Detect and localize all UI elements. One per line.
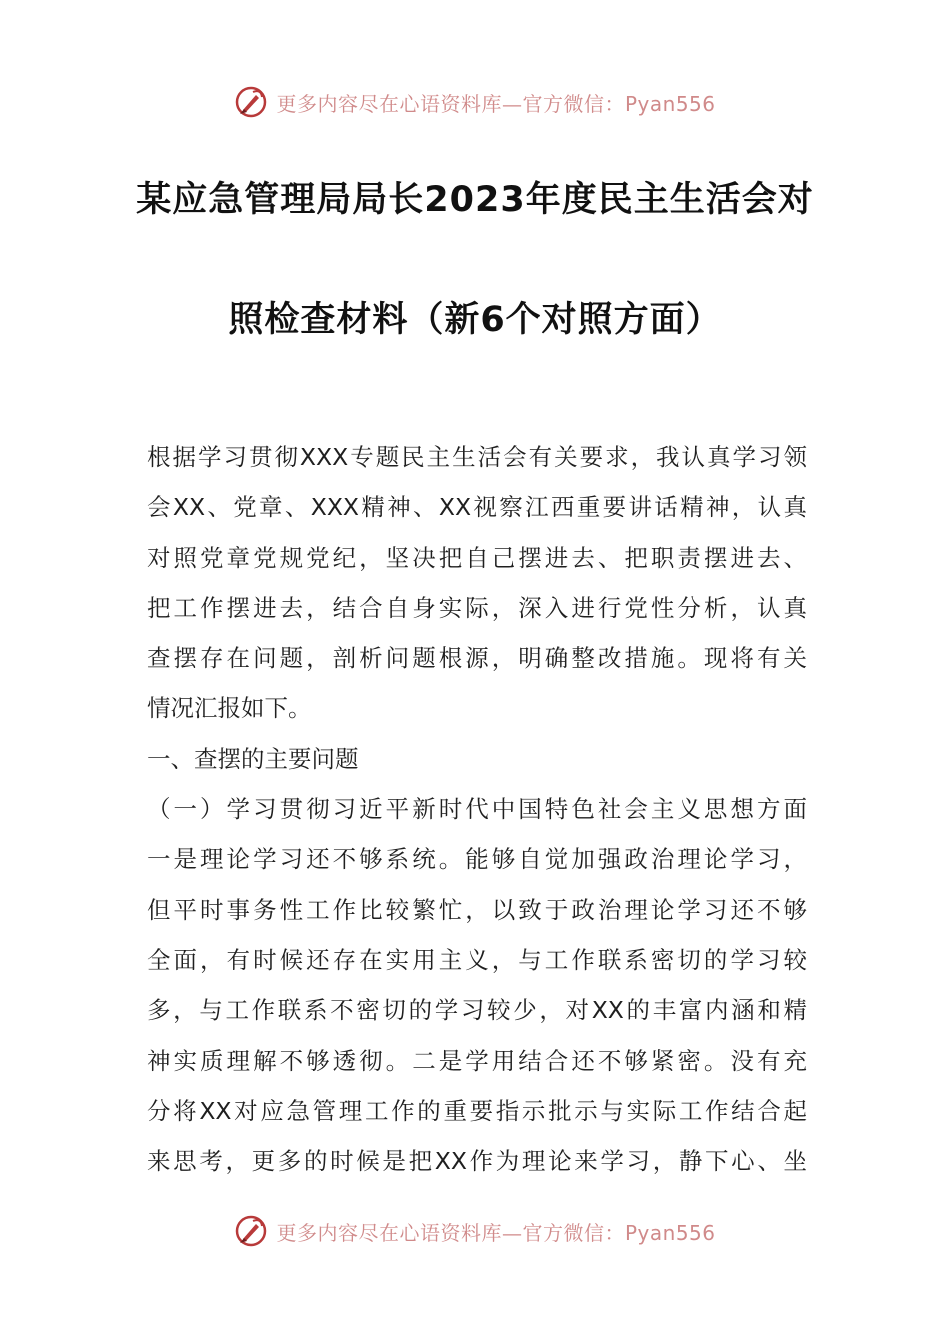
- body-line: 来思考，更多的时候是把XX作为理论来学习，静下心、坐: [147, 1147, 807, 1176]
- body-line: 会XX、党章、XXX精神、XX视察江西重要讲话精神，认真: [147, 493, 807, 522]
- body-line: 查摆存在问题，剖析问题根源，明确整改措施。现将有关: [147, 644, 807, 673]
- document-body: [147, 432, 807, 1186]
- watermark-wechat-id: Pyan556: [624, 1220, 716, 1245]
- header-watermark: [0, 82, 950, 122]
- watermark-text: [276, 1217, 715, 1246]
- body-line: 情况汇报如下。: [147, 694, 312, 723]
- body-line: 神实质理解不够透彻。二是学用结合还不够紧密。没有充: [147, 1046, 807, 1075]
- body-line: 一是理论学习还不够系统。能够自觉加强政治理论学习，: [147, 845, 807, 874]
- document-title-line-2: 照检查材料（新6个对照方面）: [228, 300, 722, 340]
- body-line: 把工作摆进去，结合自身实际，深入进行党性分析，认真: [147, 593, 807, 622]
- pen-logo-icon: [234, 85, 268, 119]
- subsection-heading: （一）学习贯彻习近平新时代中国特色社会主义思想方面: [147, 795, 807, 824]
- section-heading: 一、查摆的主要问题: [147, 744, 359, 773]
- body-line: 根据学习贯彻XXX专题民主生活会有关要求，我认真学习领: [147, 443, 807, 471]
- watermark-text: [276, 88, 715, 117]
- body-line: 多，与工作联系不密切的学习较少，对XX的丰富内涵和精: [147, 996, 807, 1025]
- body-line: 分将XX对应急管理工作的重要指示批示与实际工作结合起: [147, 1096, 807, 1125]
- pen-logo-icon: [234, 1214, 268, 1248]
- document-title-line-1: 某应急管理局局长2023年度民主生活会对: [136, 180, 814, 220]
- watermark-slogan: 更多内容尽在心语资料库—官方微信：: [276, 1220, 625, 1245]
- body-line: 但平时事务性工作比较繁忙，以致于政治理论学习还不够: [147, 895, 807, 924]
- footer-watermark: [0, 1211, 950, 1251]
- watermark-slogan: 更多内容尽在心语资料库—官方微信：: [276, 91, 625, 116]
- watermark-wechat-id: Pyan556: [624, 91, 716, 116]
- body-line: 对照党章党规党纪，坚决把自己摆进去、把职责摆进去、: [147, 543, 807, 572]
- body-line: 全面，有时候还存在实用主义，与工作联系密切的学习较: [147, 945, 807, 974]
